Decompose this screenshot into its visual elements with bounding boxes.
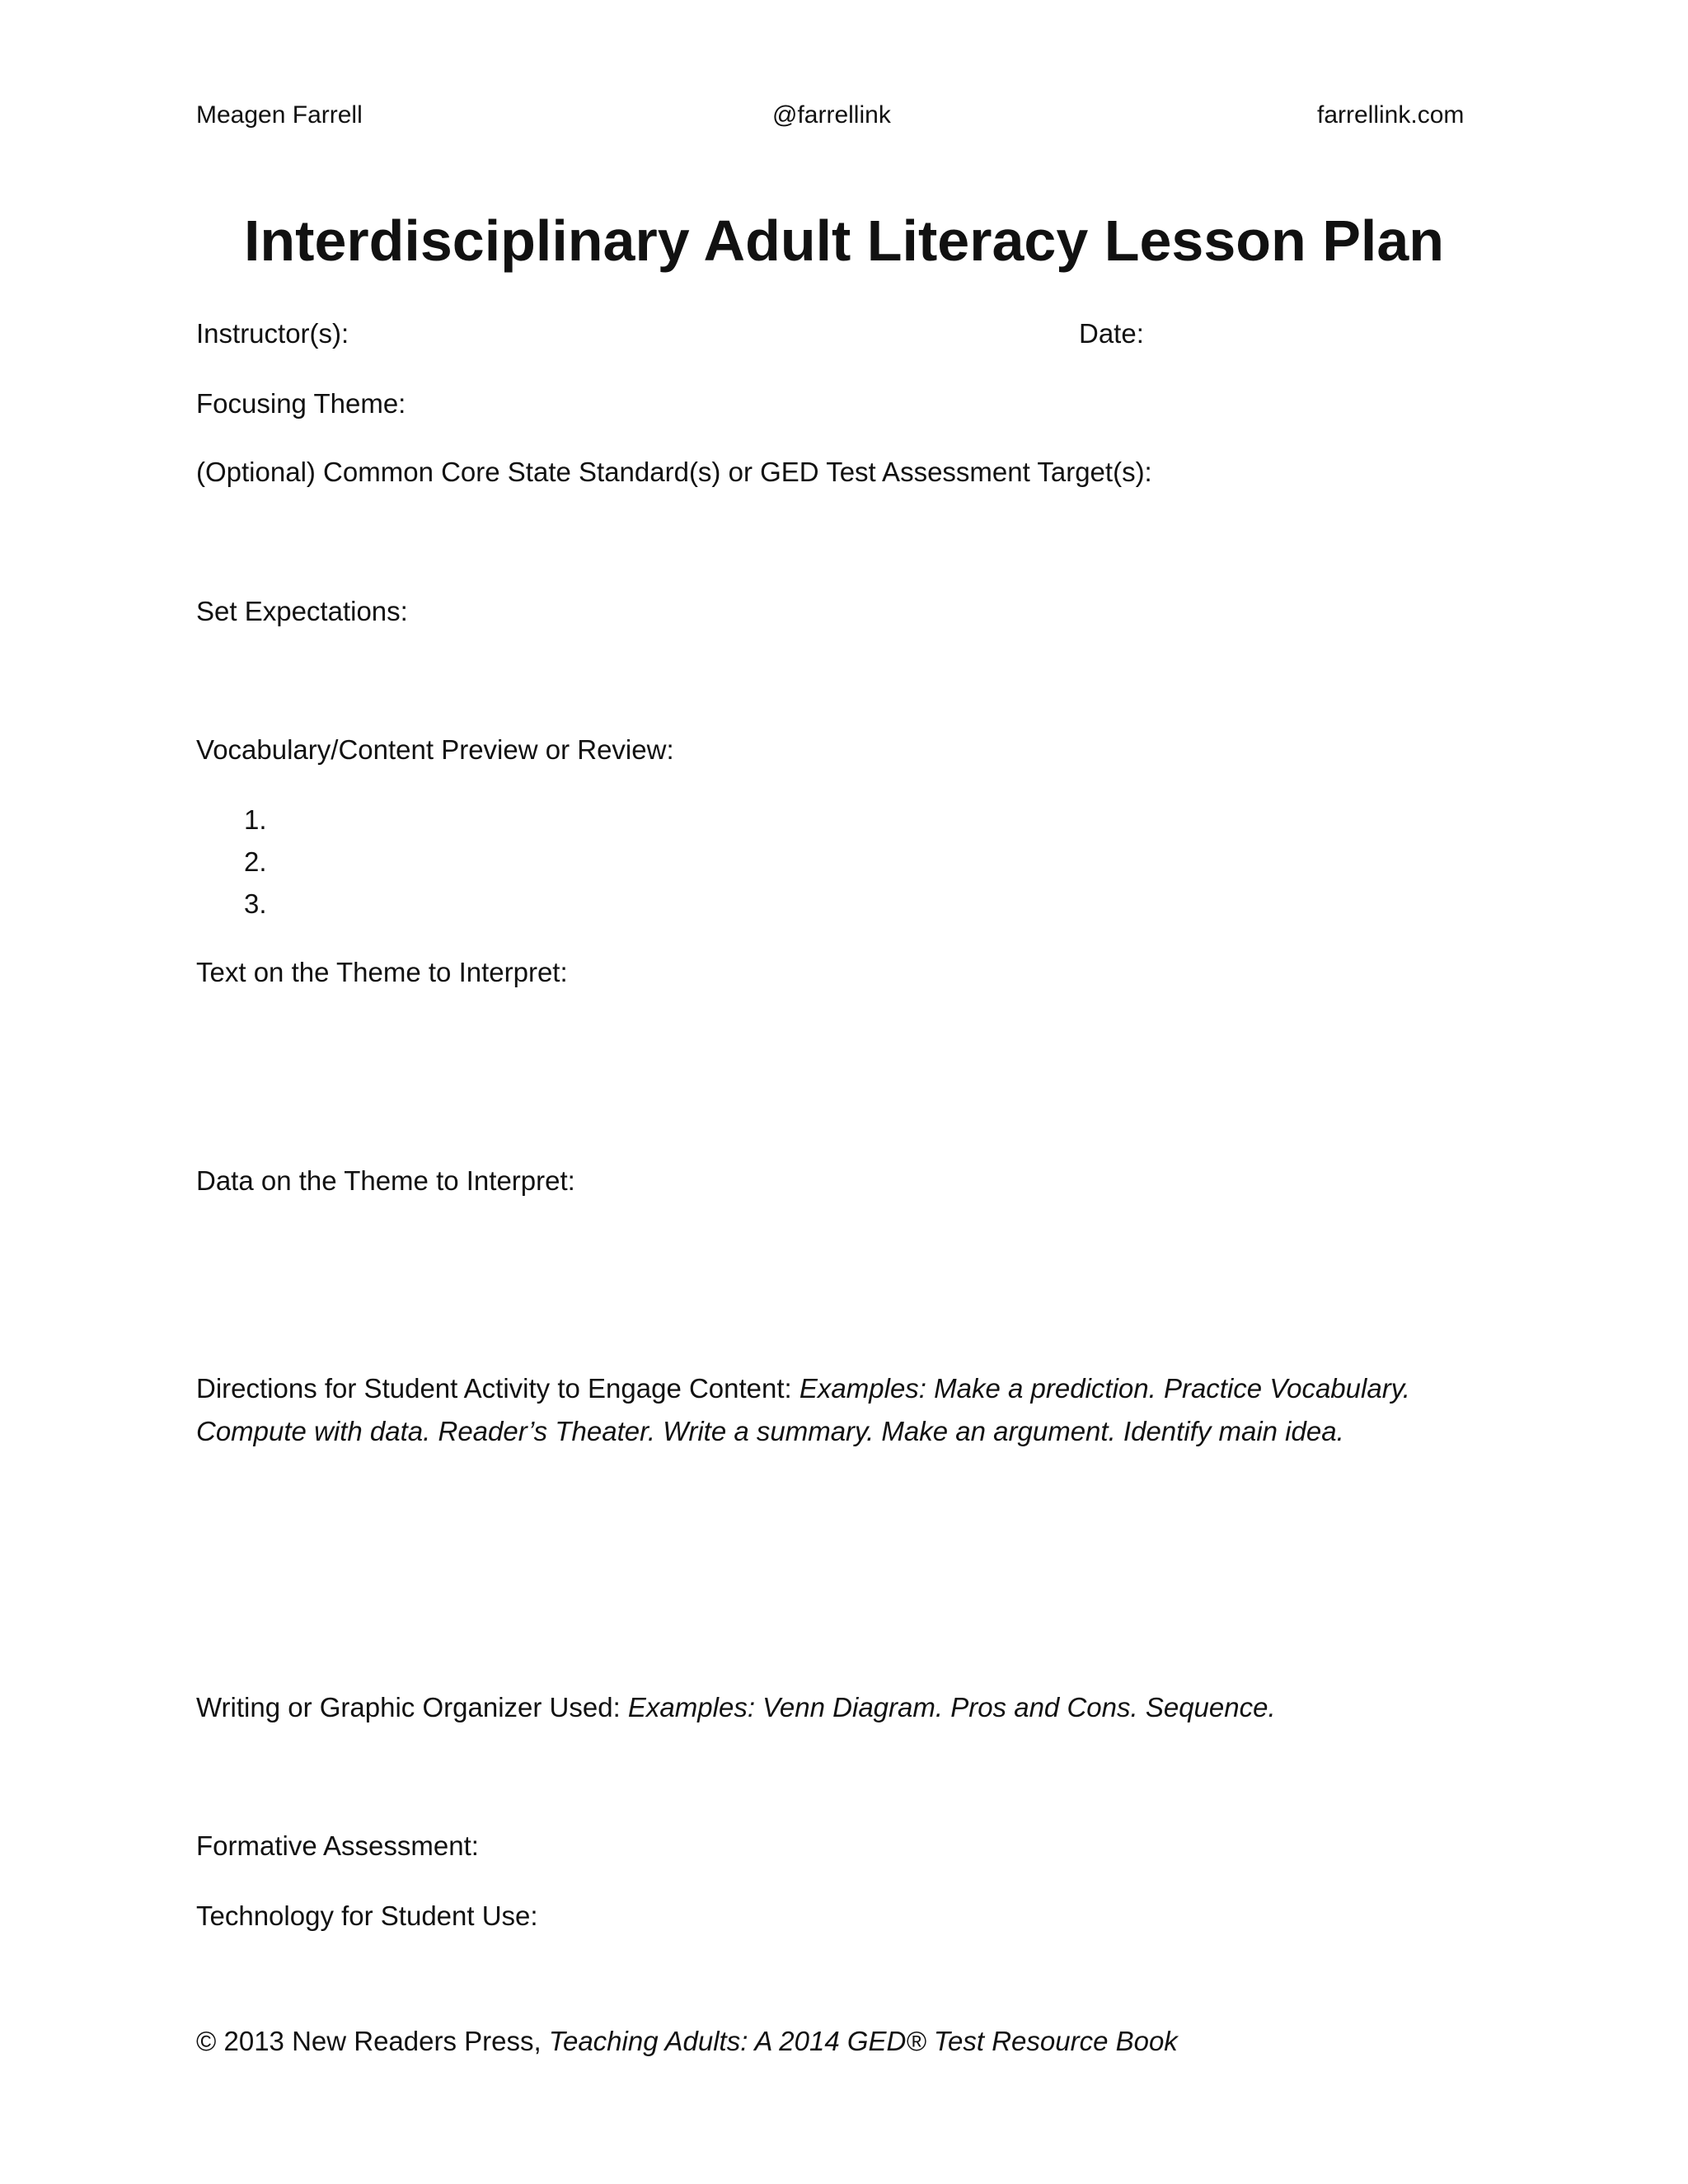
- organizer-line: [196, 1691, 1276, 1724]
- directions-line-1: [196, 1372, 1410, 1405]
- date-label: Date:: [1079, 318, 1144, 349]
- footer-copyright: © 2013 New Readers Press,: [196, 2026, 542, 2056]
- header-handle: @farrellink: [772, 101, 891, 129]
- standards-label: (Optional) Common Core State Standard(s) or GED Test Assessment Target(s):: [196, 457, 1152, 487]
- set-expectations-label: Set Expectations:: [196, 596, 408, 626]
- vocabulary-item-3: 3.: [244, 888, 267, 919]
- header-author: Meagen Farrell: [196, 101, 363, 129]
- vocabulary-label: Vocabulary/Content Preview or Review:: [196, 734, 674, 765]
- text-on-theme-label: Text on the Theme to Interpret:: [196, 957, 568, 987]
- vocabulary-item-1: 1.: [244, 804, 267, 835]
- vocabulary-item-2: 2.: [244, 846, 267, 877]
- footer-copyright-line: [196, 2025, 1178, 2058]
- header-website: farrellink.com: [1317, 101, 1465, 129]
- page-title: Interdisciplinary Adult Literacy Lesson Plan: [243, 209, 1445, 273]
- instructors-label: Instructor(s):: [196, 318, 349, 349]
- footer-book-title: Teaching Adults: A 2014 GED® Test Resource Book: [548, 2026, 1178, 2056]
- organizer-label: Writing or Graphic Organizer Used:: [196, 1692, 621, 1722]
- directions-examples-2: Compute with data. Reader’s Theater. Write a summary. Make an argument. Identify main idea.: [196, 1416, 1344, 1446]
- technology-label: Technology for Student Use:: [196, 1900, 538, 1931]
- directions-examples-1: Examples: Make a prediction. Practice Vocabulary.: [799, 1373, 1410, 1404]
- directions-label: Directions for Student Activity to Engage Content:: [196, 1373, 792, 1404]
- formative-assessment-label: Formative Assessment:: [196, 1830, 479, 1861]
- focusing-theme-label: Focusing Theme:: [196, 388, 406, 419]
- data-on-theme-label: Data on the Theme to Interpret:: [196, 1165, 575, 1196]
- organizer-examples: Examples: Venn Diagram. Pros and Cons. Sequence.: [627, 1692, 1276, 1722]
